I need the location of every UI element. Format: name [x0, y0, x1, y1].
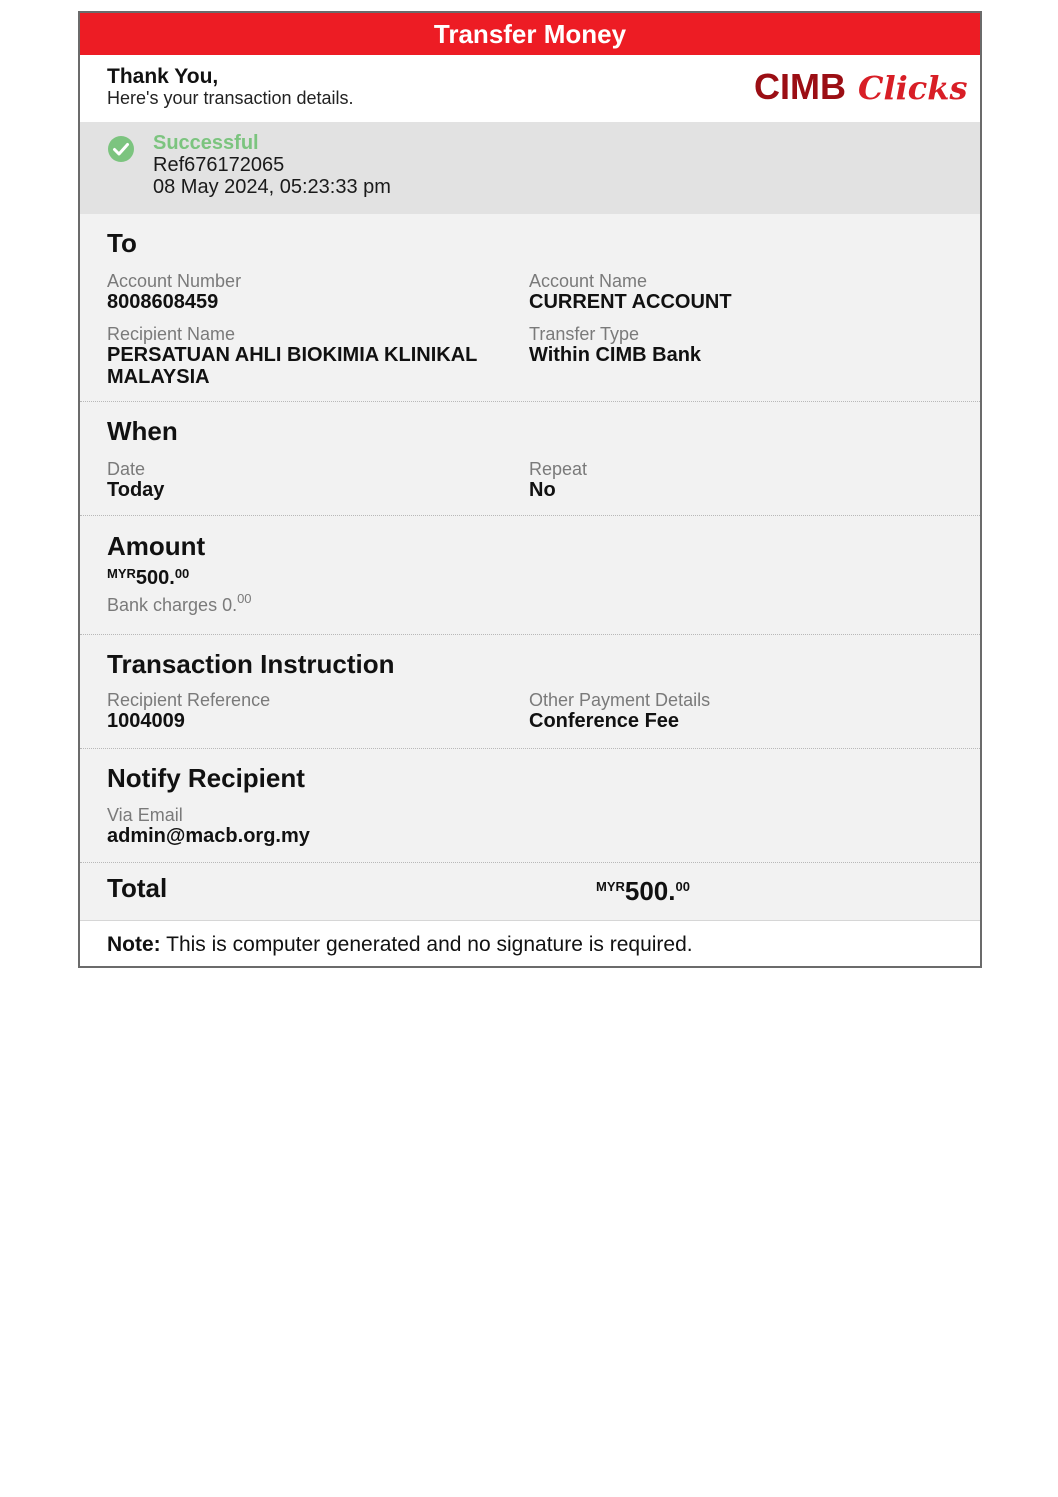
status-badge: Successful [153, 132, 259, 154]
date-value: Today [107, 479, 165, 501]
other-payment-details-value: Conference Fee [529, 710, 680, 732]
account-number-field [107, 271, 507, 313]
thank-you-heading: Thank You, [107, 65, 219, 88]
bank-charges-label: Bank charges 0. [107, 595, 238, 615]
total-cents: 00 [675, 879, 690, 894]
to-section [80, 214, 980, 402]
note-area [80, 921, 980, 966]
amount-section [80, 516, 980, 635]
logo-bank-text: CIMB [754, 66, 846, 107]
receipt-header [80, 55, 980, 122]
amount-value [107, 567, 507, 589]
when-section [80, 402, 980, 516]
cimb-clicks-logo [754, 66, 968, 107]
amount-field [107, 567, 507, 615]
transaction-instruction-section [80, 635, 980, 749]
other-payment-details-field [529, 690, 929, 732]
logo-product-text: Clicks [858, 69, 968, 107]
recipient-name-label: Recipient Name [107, 324, 236, 344]
via-email-field [107, 805, 507, 847]
transaction-datetime: 08 May 2024, 05:23:33 pm [153, 176, 391, 198]
amount-cents: 00 [174, 566, 190, 581]
date-label: Date [107, 459, 146, 479]
notify-recipient-section [80, 749, 980, 863]
disclaimer-note [107, 933, 693, 957]
amount-whole: 500. [135, 567, 175, 589]
note-text: This is computer generated and no signature is required. [160, 933, 693, 956]
to-heading: To [107, 228, 137, 258]
transaction-instruction-heading: Transaction Instruction [107, 649, 395, 679]
status-panel [80, 122, 980, 214]
recipient-name-line1: PERSATUAN AHLI BIOKIMIA KLINIKAL [107, 344, 478, 366]
date-field [107, 459, 507, 501]
other-payment-details-label: Other Payment Details [529, 690, 711, 710]
when-heading: When [107, 416, 178, 446]
total-label: Total [107, 873, 168, 903]
check-circle-icon [107, 135, 135, 163]
account-number-value: 8008608459 [107, 291, 219, 313]
bank-charges [107, 591, 507, 615]
amount-currency: MYR [107, 566, 136, 581]
account-number-label: Account Number [107, 271, 242, 291]
transfer-receipt [78, 11, 982, 968]
via-email-label: Via Email [107, 805, 183, 825]
account-name-value: CURRENT ACCOUNT [529, 291, 732, 313]
recipient-reference-field [107, 690, 507, 732]
recipient-reference-value: 1004009 [107, 710, 185, 732]
account-name-label: Account Name [529, 271, 648, 291]
notify-recipient-heading: Notify Recipient [107, 763, 305, 793]
total-amount [596, 876, 690, 906]
account-name-field [529, 271, 929, 313]
reference-number: Ref676172065 [153, 154, 285, 176]
transfer-type-label: Transfer Type [529, 324, 640, 344]
total-section [80, 863, 980, 922]
thank-you-subtitle: Here's your transaction details. [107, 88, 354, 108]
recipient-reference-label: Recipient Reference [107, 690, 271, 710]
recipient-name-line2: MALAYSIA [107, 366, 210, 388]
amount-heading: Amount [107, 531, 206, 561]
page-title: Transfer Money [80, 13, 980, 55]
status-details [153, 132, 391, 198]
total-whole: 500. [624, 876, 676, 906]
transfer-type-value: Within CIMB Bank [529, 344, 702, 366]
repeat-field [529, 459, 929, 501]
repeat-value: No [529, 479, 556, 501]
transfer-type-field [529, 324, 929, 366]
note-prefix: Note: [107, 933, 161, 956]
total-currency: MYR [596, 879, 625, 894]
recipient-email: admin@macb.org.my [107, 825, 310, 847]
recipient-name-field [107, 324, 507, 388]
repeat-label: Repeat [529, 459, 588, 479]
bank-charges-cents: 00 [237, 591, 252, 606]
